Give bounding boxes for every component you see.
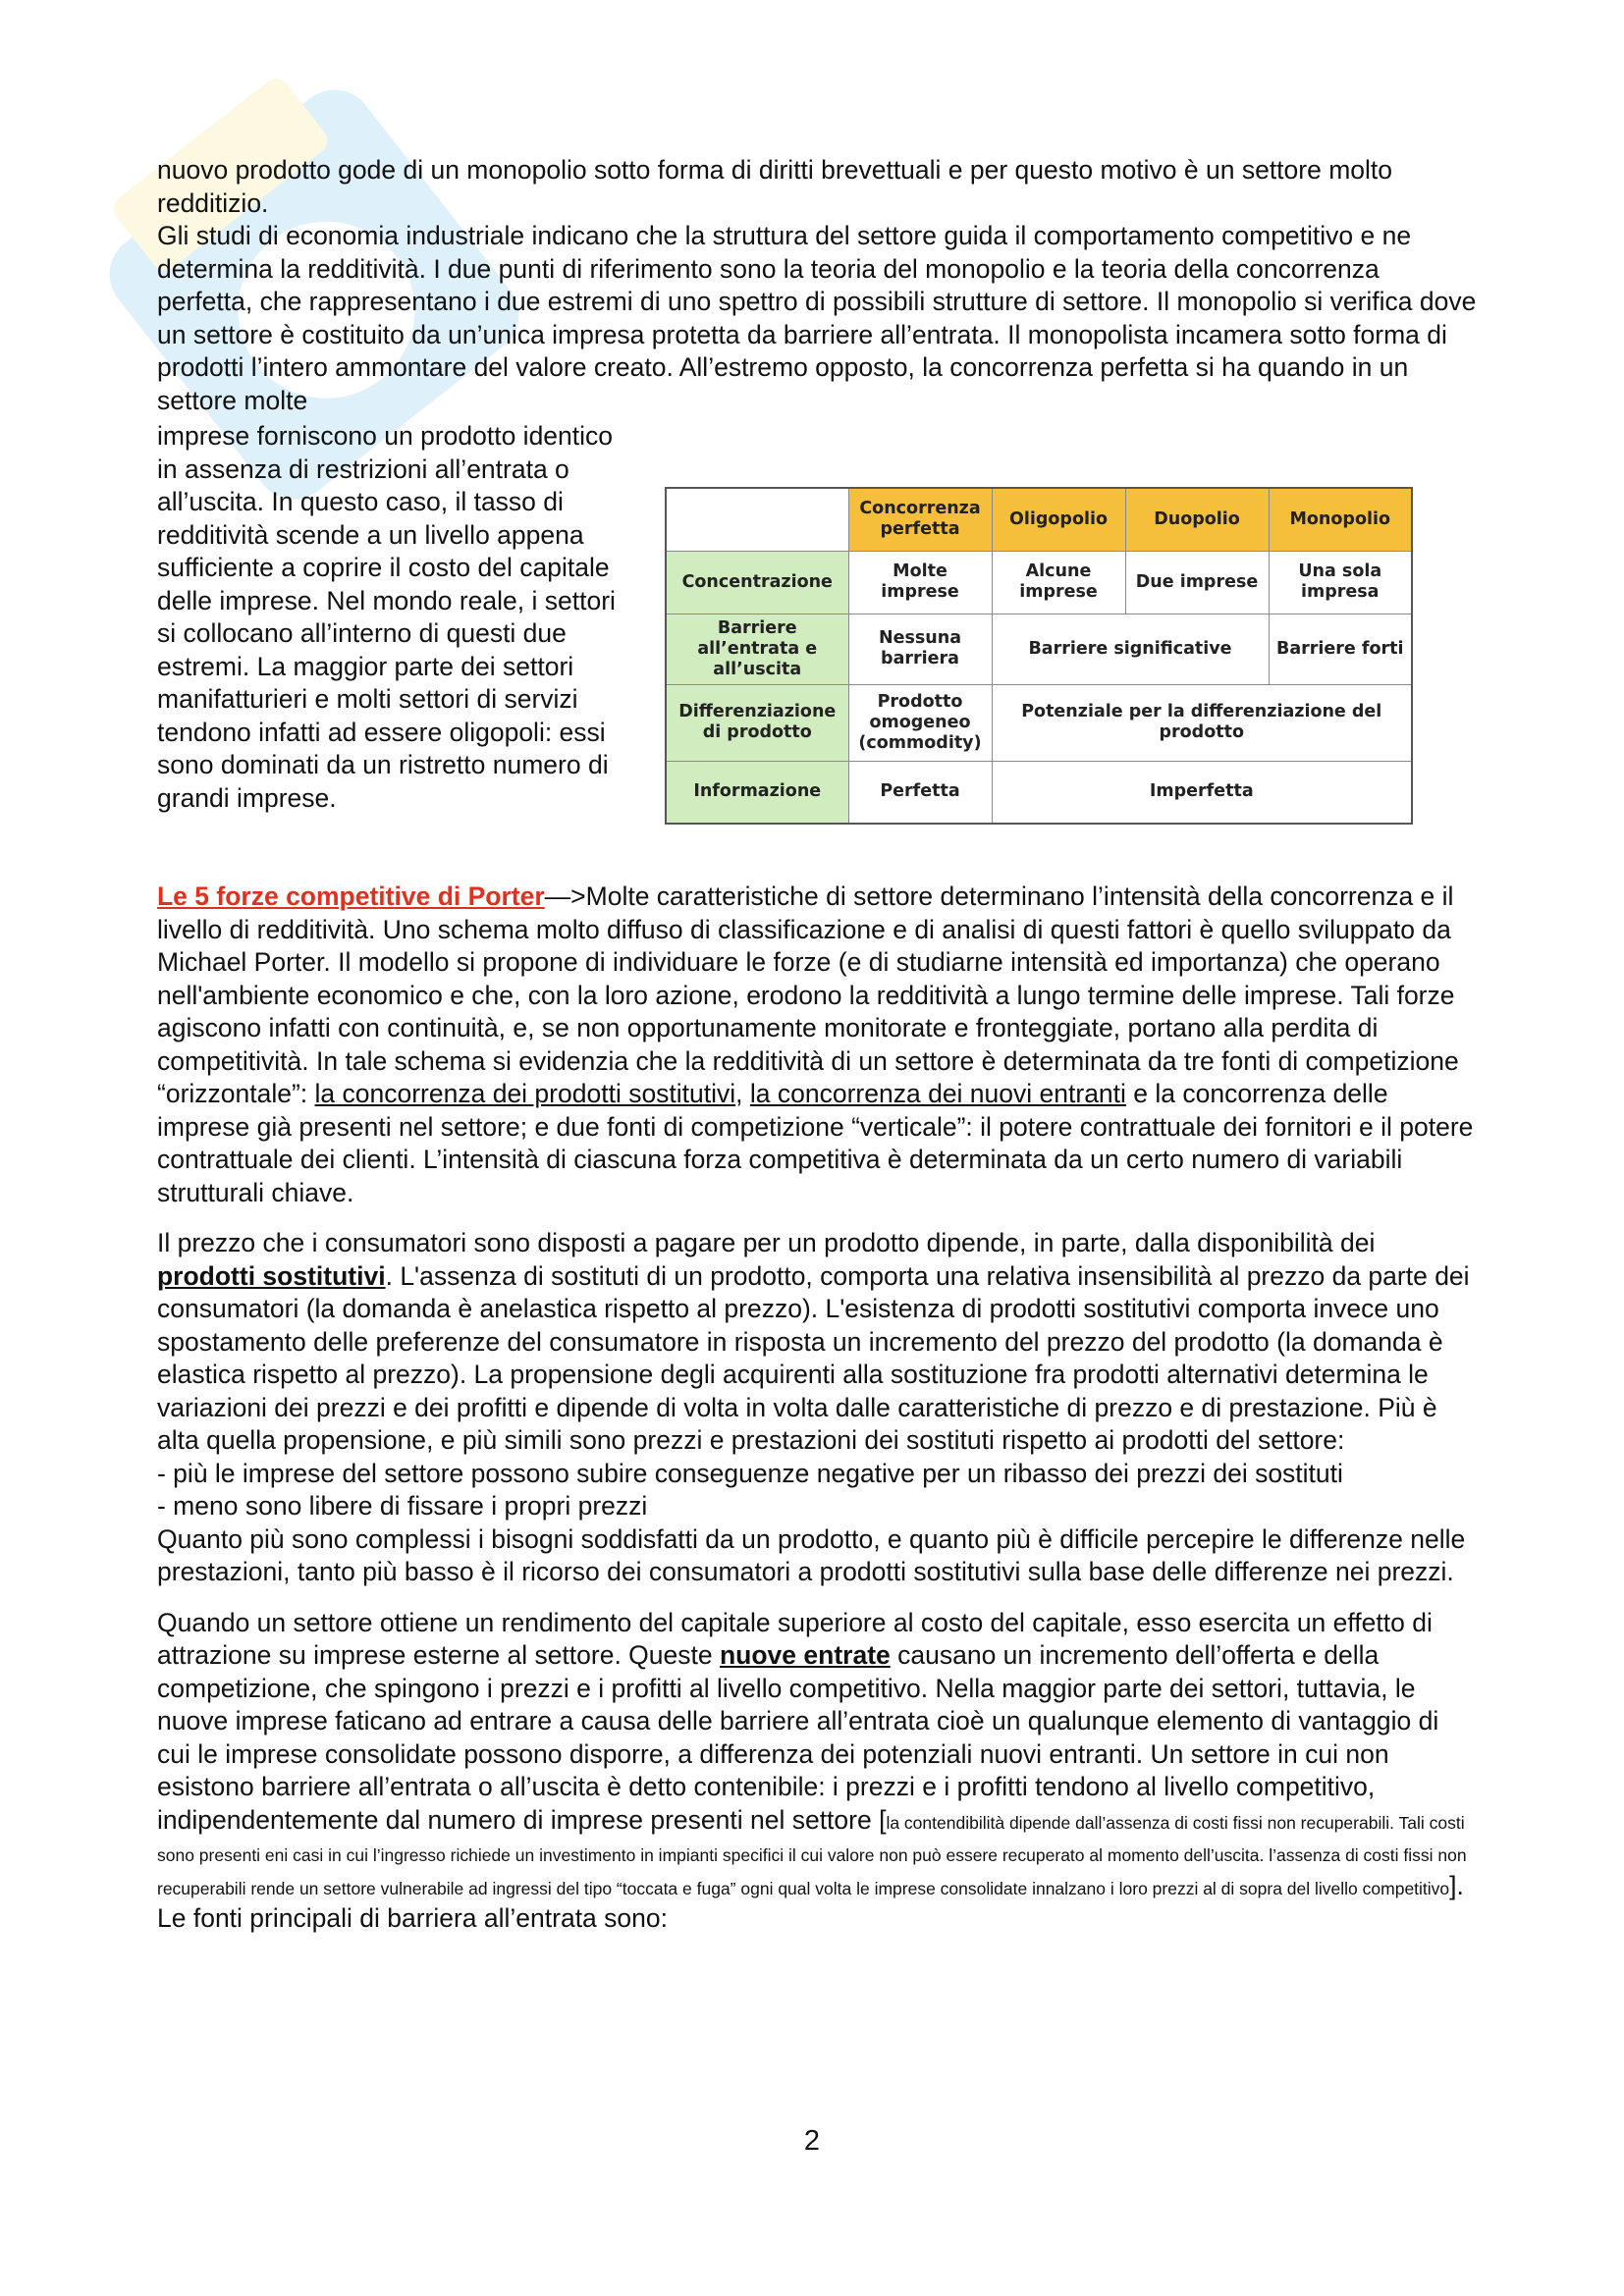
section-heading: Le 5 forze competitive di Porter bbox=[157, 881, 545, 911]
arrow-text: —> bbox=[544, 881, 586, 911]
table-row bbox=[666, 684, 1412, 761]
table-row-header: Differenziazione di prodotto bbox=[666, 684, 848, 761]
paragraph-text: Molte caratteristiche di settore determinano l’intensità della concorrenza e il livello di redditività. Uno schema molto diffuso di classificazione e di analisi di questi fattori è quello sviluppato da Michael Porter. Il modello si propone di individuare le forze (e di studiarne intensità ed importanza) che operano nell'ambiente economico e che, con la loro azione, erodono la redditività a lungo termine delle imprese. Tali forze agiscono infatti con continuità, e, se non opportunamente monitorate e fronteggiate, portano alla perdita di competitività. In tale schema si evidenzia che la redditività di un settore è determinata da tre fonti di competizione “orizzontale”: bbox=[157, 881, 1459, 1108]
paragraph-text: . L'assenza di sostituti di un prodotto, comporta una relativa insensibilità al prezzo da parte dei consumatori (la domanda è anelastica rispetto al prezzo). L'esistenza di prodotti sostitutivi comporta invece uno spostamento delle preferenze del consumatore in risposta un incremento del prezzo del prodotto (la domanda è elastica rispetto al prezzo). La propensione degli acquirenti alla sostituzione fra prodotti alternativi determina le variazioni dei prezzi e dei profitti e dipende di volta in volta dalle caratteristiche di prezzo e di prestazione. Più è alta quella propensione, e più simili sono prezzi e prestazioni dei sostituti rispetto ai prodotti del settore: bbox=[157, 1260, 1470, 1455]
table-header-cell: Duopolio bbox=[1125, 488, 1269, 551]
table-cell: Imperfetta bbox=[992, 761, 1412, 824]
bracket: ] bbox=[1449, 1870, 1457, 1900]
sostitutivi-paragraph bbox=[157, 1227, 1478, 1458]
paragraph: Quanto più sono complessi i bisogni soddisfatti da un prodotto, e quanto più è difficile percepire le differenze nelle prestazioni, tanto più basso è il ricorso dei consumatori a prodotti sostitutivi sulla base delle differenze nei prezzi. bbox=[157, 1523, 1466, 1586]
underlined-term: la concorrenza dei nuovi entranti bbox=[749, 1079, 1126, 1108]
table-header-cell: Concorrenza perfetta bbox=[848, 488, 992, 551]
table-row-header: Informazione bbox=[666, 761, 848, 824]
bold-term: nuove entrate bbox=[720, 1640, 891, 1670]
paragraph-text: e la concorrenza delle imprese già presenti nel settore; e due fonti di competizione “verticale”: il potere contrattuale dei fornitori e il potere contrattuale dei clienti. L’intensità di ciascuna forza competitiva è determinata da un certo numero di variabili strutturali chiave. bbox=[157, 1079, 1474, 1207]
bracket: [ bbox=[879, 1804, 887, 1835]
table-row bbox=[666, 551, 1412, 614]
table-cell: Molte imprese bbox=[848, 551, 992, 614]
table-cell: Una sola impresa bbox=[1269, 551, 1412, 614]
separator-text: , bbox=[735, 1079, 750, 1108]
table-cell: Perfetta bbox=[848, 761, 992, 824]
table-row-header: Concentrazione bbox=[666, 551, 848, 614]
paragraph-text: . Le fonti principali di barriera all’entrata sono: bbox=[157, 1870, 1464, 1933]
table-row-header: Barriere all’entrata e all’uscita bbox=[666, 614, 848, 684]
market-structure-table bbox=[665, 487, 1413, 825]
underlined-term: la concorrenza dei prodotti sostitutivi bbox=[314, 1079, 736, 1108]
list-item: - più le imprese del settore possono subire conseguenze negative per un ribasso dei prezzi dei sostituti bbox=[157, 1458, 1343, 1488]
table-cell: Nessuna barriera bbox=[848, 614, 992, 684]
list-item: - meno sono libere di fissare i propri prezzi bbox=[157, 1491, 648, 1521]
table-row bbox=[666, 761, 1412, 824]
table-cell: Due imprese bbox=[1125, 551, 1269, 614]
intro-text-block bbox=[157, 154, 1478, 417]
paragraph-text: Quando un settore ottiene un rendimento del capitale superiore al costo del capitale, esso esercita un effetto di attrazione su imprese esterne al settore. Queste bbox=[157, 1607, 1433, 1670]
porter-paragraph bbox=[157, 881, 1478, 1209]
paragraph: Gli studi di economia industriale indicano che la struttura del settore guida il comportamento competitivo e ne determina la redditività. I due punti di riferimento sono la teoria del monopolio e la teoria della concorrenza perfetta, che rappresentano i due estremi di uno spettro di possibili strutture di settore. Il monopolio si verifica dove un settore è costituito da un’unica impresa protetta da barriere all’entrata. Il monopolista incamera sotto forma di prodotti l’intero ammontare del valore creato. All’estremo opposto, la concorrenza perfetta si ha quando in un settore molte bbox=[157, 221, 1477, 415]
page-number: 2 bbox=[803, 2125, 821, 2157]
table-cell: Alcune imprese bbox=[992, 551, 1125, 614]
paragraph-text: causano un incremento dell’offerta e della competizione, che spingono i prezzi e i profitti al livello competitivo. Nella maggior parte dei settori, tuttavia, le nuove imprese faticano ad entrare a causa delle barriere all’entrata cioè un qualunque elemento di vantaggio di cui le imprese consolidate possono disporre, a differenza dei potenziali nuovi entranti. Un settore in cui non esistono barriere all’entrata o all’uscita è detto contenibile: i prezzi e i profitti tendono al livello competitivo, indipendentemente dal numero di imprese presenti nel settore bbox=[157, 1640, 1439, 1835]
float-text-column bbox=[157, 420, 628, 815]
bold-term: prodotti sostitutivi bbox=[157, 1260, 386, 1291]
table-cell: Potenziale per la differenziazione del prodotto bbox=[992, 684, 1412, 761]
entrate-paragraph bbox=[157, 1607, 1478, 1936]
paragraph-text: Il prezzo che i consumatori sono disposti a pagare per un prodotto dipende, in parte, dalla disponibilità dei bbox=[157, 1228, 1376, 1257]
table-cell: Barriere significative bbox=[992, 614, 1269, 684]
table-corner-cell bbox=[666, 488, 848, 551]
table-row bbox=[666, 614, 1412, 684]
footnote-text: la contendibilità dipende dall’assenza di costi fissi non recuperabili. Tali costi sono presenti eni casi in cui l’ingresso richiede un investimento in impianti specifici il cui valore non può essere recuperato al momento dell’uscita. l’assenza di costi fissi non recuperabili rende un settore vulnerabile ad ingressi del tipo “toccata e fuga” ogni qual volta le imprese consolidate innalzano i loro prezzi al di sopra del livello competitivo bbox=[157, 1812, 1467, 1898]
table-header-row bbox=[666, 488, 1412, 551]
paragraph: imprese forniscono un prodotto identico in assenza di restrizioni all’entrata o all’uscita. In questo caso, il tasso di redditività scende a un livello appena sufficiente a coprire il costo del capitale delle imprese. Nel mondo reale, i settori si collocano all’interno di questi due estremi. La maggior parte dei settori manifatturieri e molti settori di servizi tendono infatti ad essere oligopoli: essi sono dominati da un ristretto numero di grandi imprese. bbox=[157, 421, 616, 813]
table-cell: Barriere forti bbox=[1269, 614, 1412, 684]
paragraph: nuovo prodotto gode di un monopolio sotto forma di diritti brevettuali e per questo motivo è un settore molto redditizio. bbox=[157, 155, 1393, 218]
table-cell: Prodotto omogeneo (commodity) bbox=[848, 684, 992, 761]
table-header-cell: Oligopolio bbox=[992, 488, 1125, 551]
table-header-cell: Monopolio bbox=[1269, 488, 1412, 551]
porter-text-block bbox=[157, 881, 1478, 1936]
